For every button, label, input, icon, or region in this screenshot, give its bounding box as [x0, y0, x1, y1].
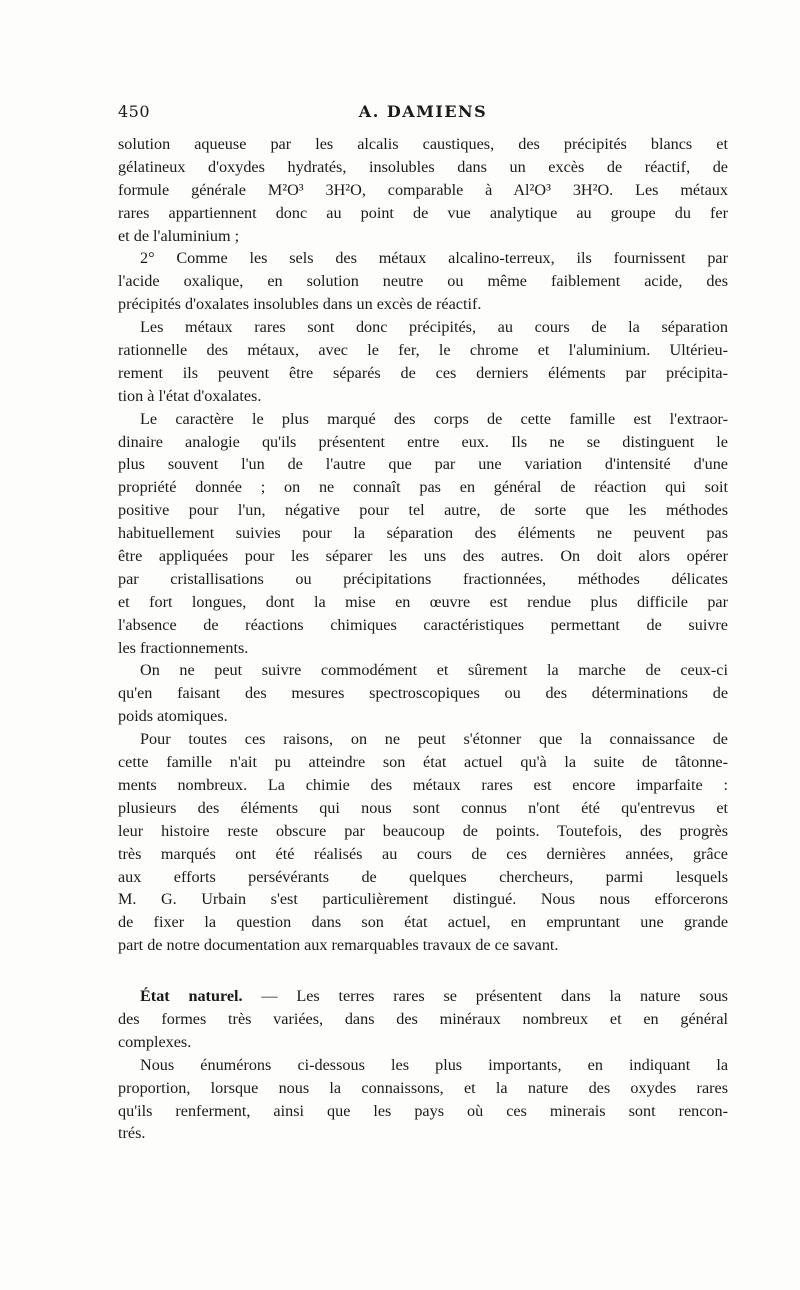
text-line: solution aqueuse par les alcalis caustiques, des précipités blancs et: [118, 135, 728, 153]
text-line: de fixer la question dans son état actuel, en empruntant une grande: [118, 913, 728, 932]
section-first-line: [118, 985, 728, 1008]
text-line: rares appartiennent donc au point de vue analytique au groupe du fer: [118, 203, 728, 222]
page-header: [118, 102, 728, 126]
text-line: l'absence de réactions chimiques caractéristiques permettant de suivre: [118, 615, 728, 634]
text-line: Nous énumérons ci-dessous les plus importants, en indiquant la: [140, 1055, 728, 1074]
section-gap: [118, 957, 728, 985]
text-line: et fort longues, dont la mise en œuvre est rendue plus difficile par: [118, 592, 728, 611]
page-body: [118, 133, 728, 1145]
text-line: M. G. Urbain s'est particulièrement distingué. Nous nous efforcerons: [118, 890, 728, 909]
text-line: leur histoire reste obscure par beaucoup de points. Toutefois, des progrès: [118, 821, 728, 840]
text-line: complexes.: [118, 1032, 192, 1051]
text-line: et de l'aluminium ;: [118, 226, 240, 245]
text-line: Pour toutes ces raisons, on ne peut s'étonner que la connaissance de: [140, 730, 728, 749]
text-line: Le caractère le plus marqué des corps de cette famille est l'extraor-: [140, 409, 728, 428]
text-line: ments nombreux. La chimie des métaux rares est encore imparfaite :: [118, 775, 728, 794]
text-line: part de notre documentation aux remarquables travaux de ce savant.: [118, 936, 559, 955]
text-line: qu'en faisant des mesures spectroscopiques ou des déterminations de: [118, 684, 728, 703]
text-line: proportion, lorsque nous la connaissons, et la nature des oxydes rares: [118, 1078, 728, 1097]
text-line: habituellement suivies pour la séparation des éléments ne peuvent pas: [118, 524, 728, 543]
text-line: On ne peut suivre commodément et sûrement la marche de ceux-ci: [140, 661, 728, 680]
text-line: formule générale M²O³ 3H²O, comparable à Al²O³ 3H²O. Les métaux: [118, 180, 728, 199]
text-line: dinaire analogie qu'ils présentent entre eux. Ils ne se distinguent le: [118, 432, 728, 451]
text-line: 2° Comme les sels des métaux alcalino-terreux, ils fournissent par: [140, 249, 728, 268]
text-line: aux efforts persévérants de quelques chercheurs, parmi lesquels: [118, 867, 728, 886]
running-head: A. DAMIENS: [358, 102, 488, 121]
section-text: — Les terres rares se présentent dans la nature sous: [242, 987, 728, 1006]
page-number: 450: [118, 102, 151, 121]
text-line: par cristallisations ou précipitations fractionnées, méthodes délicates: [118, 569, 728, 588]
text-line: propriété donnée ; on ne connaît pas en général de réaction qui soit: [118, 478, 728, 497]
text-line: rement ils peuvent être séparés de ces derniers éléments par précipita-: [118, 363, 728, 382]
section-heading: État naturel.: [140, 987, 243, 1006]
text-line: plusieurs des éléments qui nous sont connus n'ont été qu'entrevus et: [118, 798, 728, 817]
text-line: cette famille n'ait pu atteindre son état actuel qu'à la suite de tâtonne-: [118, 753, 728, 772]
text-line: positive pour l'un, négative pour tel autre, de sorte que les méthodes: [118, 501, 728, 520]
text-line: trés.: [118, 1124, 146, 1143]
text-line: l'acide oxalique, en solution neutre ou même faiblement acide, des: [118, 272, 728, 291]
text-line: gélatineux d'oxydes hydratés, insolubles dans un excès de réactif, de: [118, 157, 728, 176]
text-line: très marqués ont été réalisés au cours de ces dernières années, grâce: [118, 844, 728, 863]
text-line: précipités d'oxalates insolubles dans un excès de réactif.: [118, 295, 482, 314]
text-line: rationnelle des métaux, avec le fer, le chrome et l'aluminium. Ultérieu-: [118, 341, 728, 360]
text-line: qu'ils renferment, ainsi que les pays où ces minerais sont rencon-: [118, 1101, 728, 1120]
text-line: des formes très variées, dans des minéraux nombreux et en général: [118, 1009, 728, 1028]
text-line: les fractionnements.: [118, 638, 249, 657]
text-line: Les métaux rares sont donc précipités, au cours de la séparation: [140, 318, 728, 337]
text-line: poids atomiques.: [118, 707, 228, 726]
text-line: être appliquées pour les séparer les uns des autres. On doit alors opérer: [118, 547, 728, 566]
text-line: tion à l'état d'oxalates.: [118, 386, 262, 405]
text-line: plus souvent l'un de l'autre que par une variation d'intensité d'une: [118, 455, 728, 474]
